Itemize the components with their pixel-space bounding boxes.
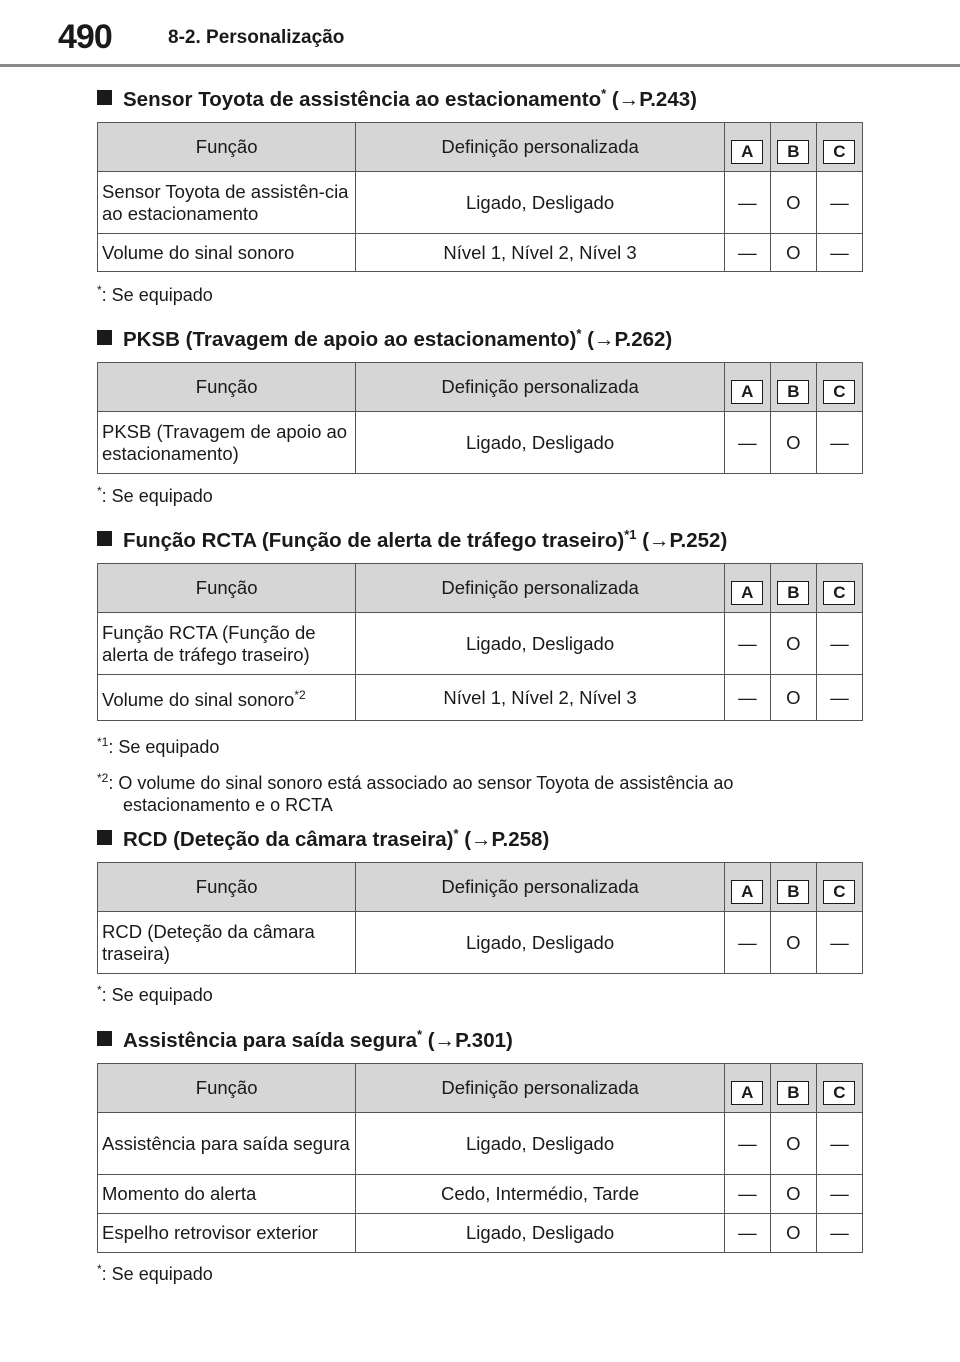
header-function: Função — [98, 363, 356, 412]
cell-definition: Ligado, Desligado — [356, 1113, 724, 1175]
table-row — [98, 1175, 863, 1214]
header-definition: Definição personalizada — [356, 1064, 724, 1113]
cell-b: O — [770, 412, 816, 474]
page-header — [0, 0, 960, 66]
footnote: *: Se equipado — [97, 983, 213, 1005]
table-row — [98, 172, 863, 234]
cell-definition: Ligado, Desligado — [356, 613, 724, 675]
settings-table-rcta — [97, 563, 863, 721]
settings-table-parking-assist — [97, 122, 863, 272]
column-a-badge: A — [731, 581, 763, 605]
cell-definition: Ligado, Desligado — [356, 1214, 724, 1253]
column-c-badge: C — [823, 880, 855, 904]
footnote: *: Se equipado — [97, 283, 213, 305]
header-function: Função — [98, 1064, 356, 1113]
cell-definition: Nível 1, Nível 2, Nível 3 — [356, 234, 724, 272]
footnote: $^{*1}$: Se equipado — [97, 735, 220, 757]
square-bullet-icon — [97, 531, 112, 546]
cell-definition: Ligado, Desligado — [356, 172, 724, 234]
column-c-badge: C — [823, 140, 855, 164]
cell-a: — — [724, 912, 770, 974]
cell-c: — — [816, 1175, 862, 1214]
table-row — [98, 912, 863, 974]
cell-definition: Nível 1, Nível 2, Nível 3 — [356, 675, 724, 721]
cell-function: Momento do alerta — [98, 1175, 356, 1214]
cell-b: O — [770, 172, 816, 234]
table-header-row — [98, 863, 863, 912]
table-header-row — [98, 363, 863, 412]
cell-function: Volume do sinal sonoro — [98, 234, 356, 272]
table-header-row — [98, 564, 863, 613]
cell-b: O — [770, 1214, 816, 1253]
cell-function: Assistência para saída segura — [98, 1113, 356, 1175]
header-definition: Definição personalizada — [356, 123, 724, 172]
square-bullet-icon — [97, 830, 112, 845]
header-function: Função — [98, 123, 356, 172]
cell-function: Sensor Toyota de assistên-cia ao estacionamento — [98, 172, 356, 234]
table-header-row — [98, 1064, 863, 1113]
square-bullet-icon — [97, 1031, 112, 1046]
cell-function: RCD (Deteção da câmara traseira) — [98, 912, 356, 974]
cell-b: O — [770, 912, 816, 974]
cell-c: — — [816, 1113, 862, 1175]
page-number: 490 — [58, 18, 112, 56]
cell-c: — — [816, 412, 862, 474]
cell-b: O — [770, 675, 816, 721]
cell-a: — — [724, 234, 770, 272]
column-a-badge: A — [731, 140, 763, 164]
header-function: Função — [98, 564, 356, 613]
cell-definition: Ligado, Desligado — [356, 912, 724, 974]
cell-a: — — [724, 1113, 770, 1175]
cell-function: Função RCTA (Função de alerta de tráfego traseiro) — [98, 613, 356, 675]
cell-a: — — [724, 172, 770, 234]
column-c-badge: C — [823, 380, 855, 404]
column-c-badge: C — [823, 1081, 855, 1105]
cell-definition: Ligado, Desligado — [356, 412, 724, 474]
column-a-badge: A — [731, 880, 763, 904]
header-function: Função — [98, 863, 356, 912]
square-bullet-icon — [97, 90, 112, 105]
table-row — [98, 412, 863, 474]
section-heading-pksb: PKSB (Travagem de apoio ao estacionamento)* (→P.262) — [97, 326, 672, 352]
settings-table-rcd — [97, 862, 863, 974]
cell-c: — — [816, 172, 862, 234]
header-definition: Definição personalizada — [356, 863, 724, 912]
column-c-badge: C — [823, 581, 855, 605]
cell-a: — — [724, 1214, 770, 1253]
cell-function: PKSB (Travagem de apoio ao estacionamento) — [98, 412, 356, 474]
cell-c: — — [816, 613, 862, 675]
table-header-row — [98, 123, 863, 172]
cell-definition: Cedo, Intermédio, Tarde — [356, 1175, 724, 1214]
table-row — [98, 1214, 863, 1253]
cell-c: — — [816, 675, 862, 721]
square-bullet-icon — [97, 330, 112, 345]
cell-b: O — [770, 1113, 816, 1175]
table-row — [98, 613, 863, 675]
table-row — [98, 1113, 863, 1175]
cell-c: — — [816, 912, 862, 974]
section-heading-parking-assist: Sensor Toyota de assistência ao estacionamento* (→P.243) — [97, 86, 697, 112]
section-heading-rcd: RCD (Deteção da câmara traseira)* (→P.258) — [97, 826, 549, 852]
section-heading-rcta: Função RCTA (Função de alerta de tráfego traseiro)$^{*1}$ (→P.252) — [97, 527, 727, 553]
table-row — [98, 675, 863, 721]
header-definition: Definição personalizada — [356, 564, 724, 613]
footnote: *: Se equipado — [97, 1262, 213, 1284]
settings-table-pksb — [97, 362, 863, 474]
column-a-badge: A — [731, 380, 763, 404]
table-row — [98, 234, 863, 272]
column-b-badge: B — [777, 1081, 809, 1105]
header-divider — [0, 64, 960, 67]
settings-table-safe-exit — [97, 1063, 863, 1253]
column-a-badge: A — [731, 1081, 763, 1105]
footnote: $^{*2}$: O volume do sinal sonoro está associado ao sensor Toyota de assistência ao estacionamento e o RCTA — [97, 771, 734, 815]
cell-b: O — [770, 1175, 816, 1214]
section-heading-safe-exit: Assistência para saída segura* (→P.301) — [97, 1027, 513, 1053]
cell-function: Espelho retrovisor exterior — [98, 1214, 356, 1253]
cell-function: Volume do sinal sonoro$^{*2}$ — [98, 675, 356, 721]
column-b-badge: B — [777, 880, 809, 904]
cell-a: — — [724, 675, 770, 721]
footnote: *: Se equipado — [97, 484, 213, 506]
column-b-badge: B — [777, 140, 809, 164]
cell-c: — — [816, 1214, 862, 1253]
cell-a: — — [724, 412, 770, 474]
section-title: 8-2. Personalização — [168, 27, 345, 48]
cell-b: O — [770, 234, 816, 272]
header-definition: Definição personalizada — [356, 363, 724, 412]
cell-a: — — [724, 1175, 770, 1214]
column-b-badge: B — [777, 380, 809, 404]
cell-c: — — [816, 234, 862, 272]
cell-a: — — [724, 613, 770, 675]
cell-b: O — [770, 613, 816, 675]
column-b-badge: B — [777, 581, 809, 605]
